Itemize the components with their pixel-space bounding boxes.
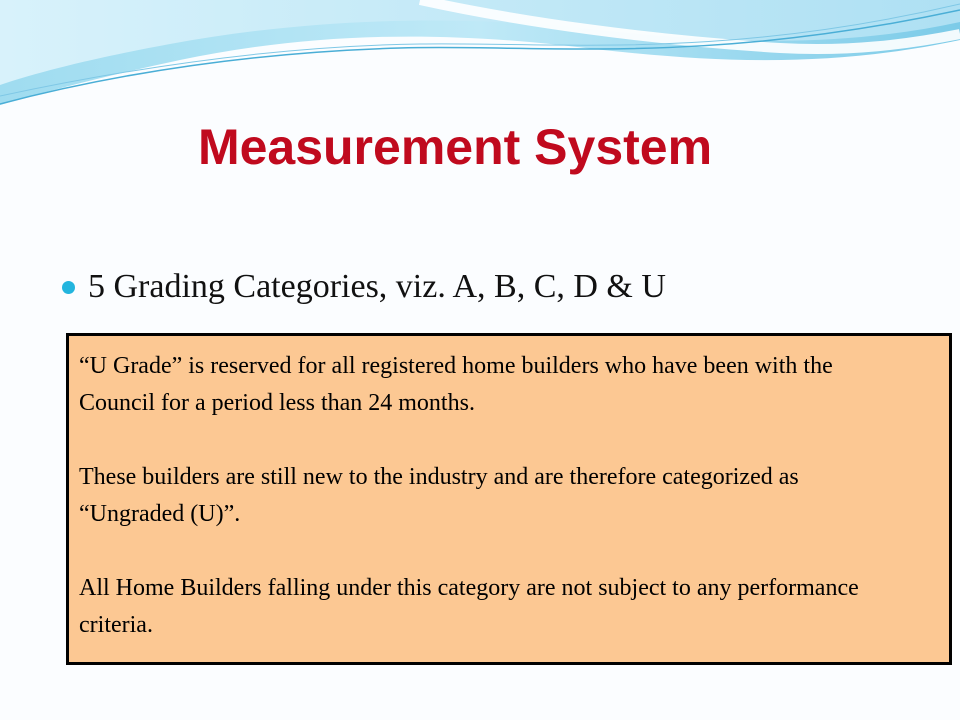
note-paragraph-criteria: All Home Builders falling under this category are not subject to any performance criteria. xyxy=(79,575,859,638)
header-wave-decoration xyxy=(0,0,960,120)
bullet-item xyxy=(62,262,666,312)
note-paragraph-u-grade: “U Grade” is reserved for all registered home builders who have been with the Council for a period less than 24 months. xyxy=(79,353,833,416)
bullet-dot-icon xyxy=(62,281,75,294)
note-paragraph-new-builders: These builders are still new to the industry and are therefore categorized as “Ungraded (U)”. xyxy=(79,464,799,527)
slide-title: Measurement System xyxy=(197,119,713,175)
note-box xyxy=(66,333,952,665)
bullet-text: 5 Grading Categories, viz. A, B, C, D & U xyxy=(88,268,666,305)
